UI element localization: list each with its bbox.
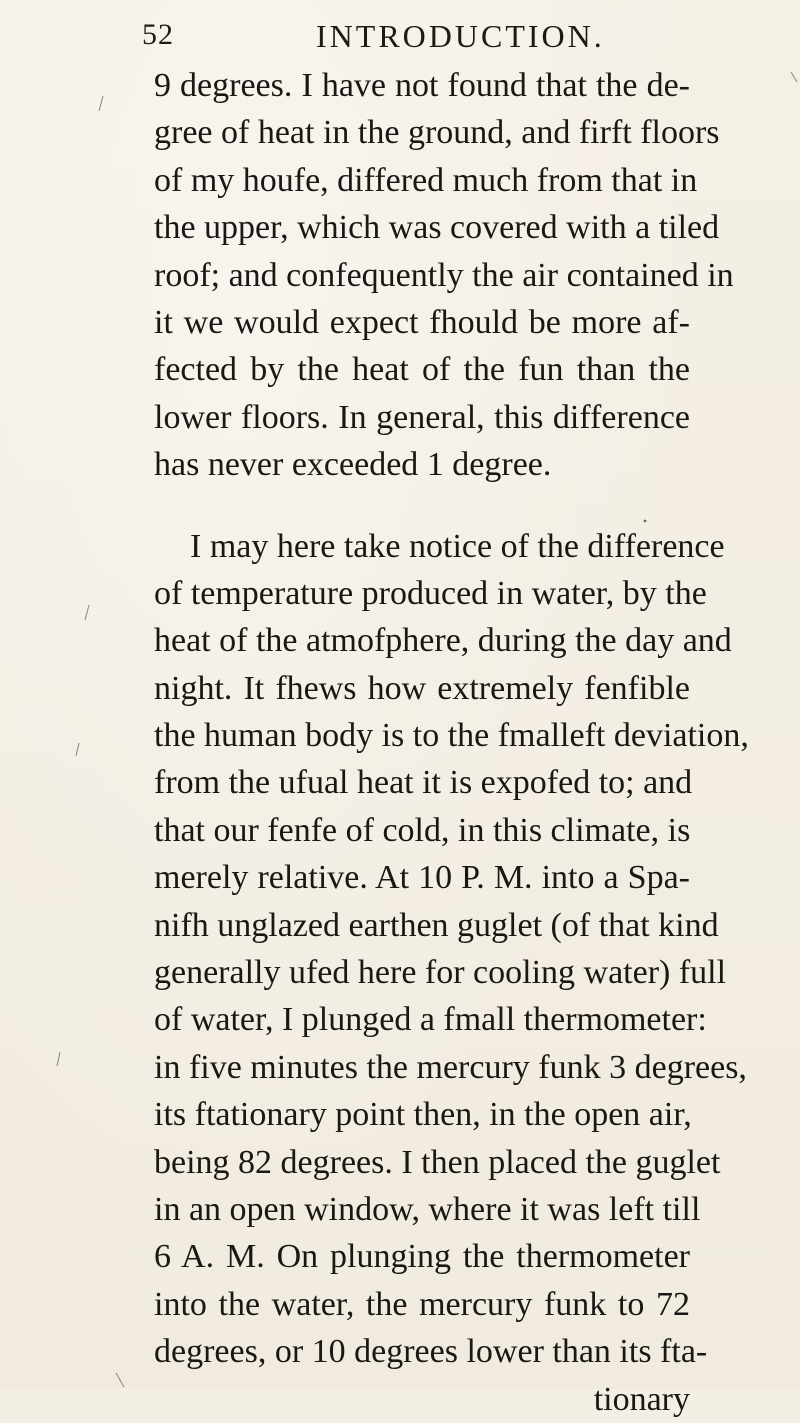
paragraph-gap bbox=[154, 489, 690, 523]
text-line: in an open window, where it was left till bbox=[154, 1190, 701, 1228]
page-header bbox=[0, 12, 800, 52]
paper-mark bbox=[116, 1373, 124, 1387]
text-line: generally ufed here for cooling water) full bbox=[154, 954, 727, 992]
paper-mark bbox=[76, 743, 79, 756]
text-line: has never exceeded 1 degree. bbox=[154, 446, 552, 484]
text-line: its ftationary point then, in the open air, bbox=[154, 1096, 692, 1134]
text-line: the upper, which was covered with a tiled bbox=[154, 209, 720, 247]
text-line: heat of the atmofphere, during the day and bbox=[154, 622, 732, 660]
text-line: of my houfe, differed much from that in bbox=[154, 161, 698, 199]
text-line: merely relative. At 10 P. M. into a Spa- bbox=[154, 859, 690, 897]
text-line: 9 degrees. I have not found that the de- bbox=[154, 67, 690, 104]
text-line: I may here take notice of the difference bbox=[190, 527, 725, 565]
text-line: in five minutes the mercury funk 3 degrees, bbox=[154, 1048, 747, 1086]
page-number: 52 bbox=[142, 18, 174, 51]
text-line: that our fenfe of cold, in this climate, is bbox=[154, 811, 691, 849]
paper-mark bbox=[791, 72, 797, 82]
text-line: fected by the heat of the fun than the bbox=[154, 351, 690, 389]
text-line: gree of heat in the ground, and firft floors bbox=[154, 114, 720, 152]
catchword: tionary bbox=[593, 1380, 690, 1418]
paper-mark bbox=[57, 1052, 60, 1066]
text-line: lower floors. In general, this difference bbox=[154, 398, 690, 436]
body-text bbox=[154, 62, 749, 1423]
text-line: it we would expect fhould be more af- bbox=[154, 303, 690, 341]
text-line: the human body is to the fmalleft deviation, bbox=[154, 717, 749, 755]
text-line: nifh unglazed earthen guglet (of that kind bbox=[154, 906, 719, 944]
paragraph-2 bbox=[154, 523, 749, 1376]
text-line: being 82 degrees. I then placed the guglet bbox=[154, 1143, 721, 1181]
text-line: night. It fhews how extremely fenfible bbox=[154, 669, 690, 707]
paper-mark bbox=[99, 96, 103, 111]
text-line: of water, I plunged a fmall thermometer: bbox=[154, 1001, 707, 1039]
text-line: of temperature produced in water, by the bbox=[154, 574, 707, 612]
text-line: 6 A. M. On plunging the thermometer bbox=[154, 1238, 690, 1276]
text-line: from the ufual heat it is expofed to; and bbox=[154, 764, 693, 802]
text-line: degrees, or 10 degrees lower than its fta- bbox=[154, 1333, 708, 1371]
text-line: into the water, the mercury funk to 72 bbox=[154, 1285, 690, 1323]
text-line: roof; and confequently the air contained in bbox=[154, 256, 734, 294]
paragraph-1 bbox=[154, 62, 734, 489]
running-head: INTRODUCTION. bbox=[316, 18, 605, 54]
paper-mark bbox=[85, 605, 89, 620]
